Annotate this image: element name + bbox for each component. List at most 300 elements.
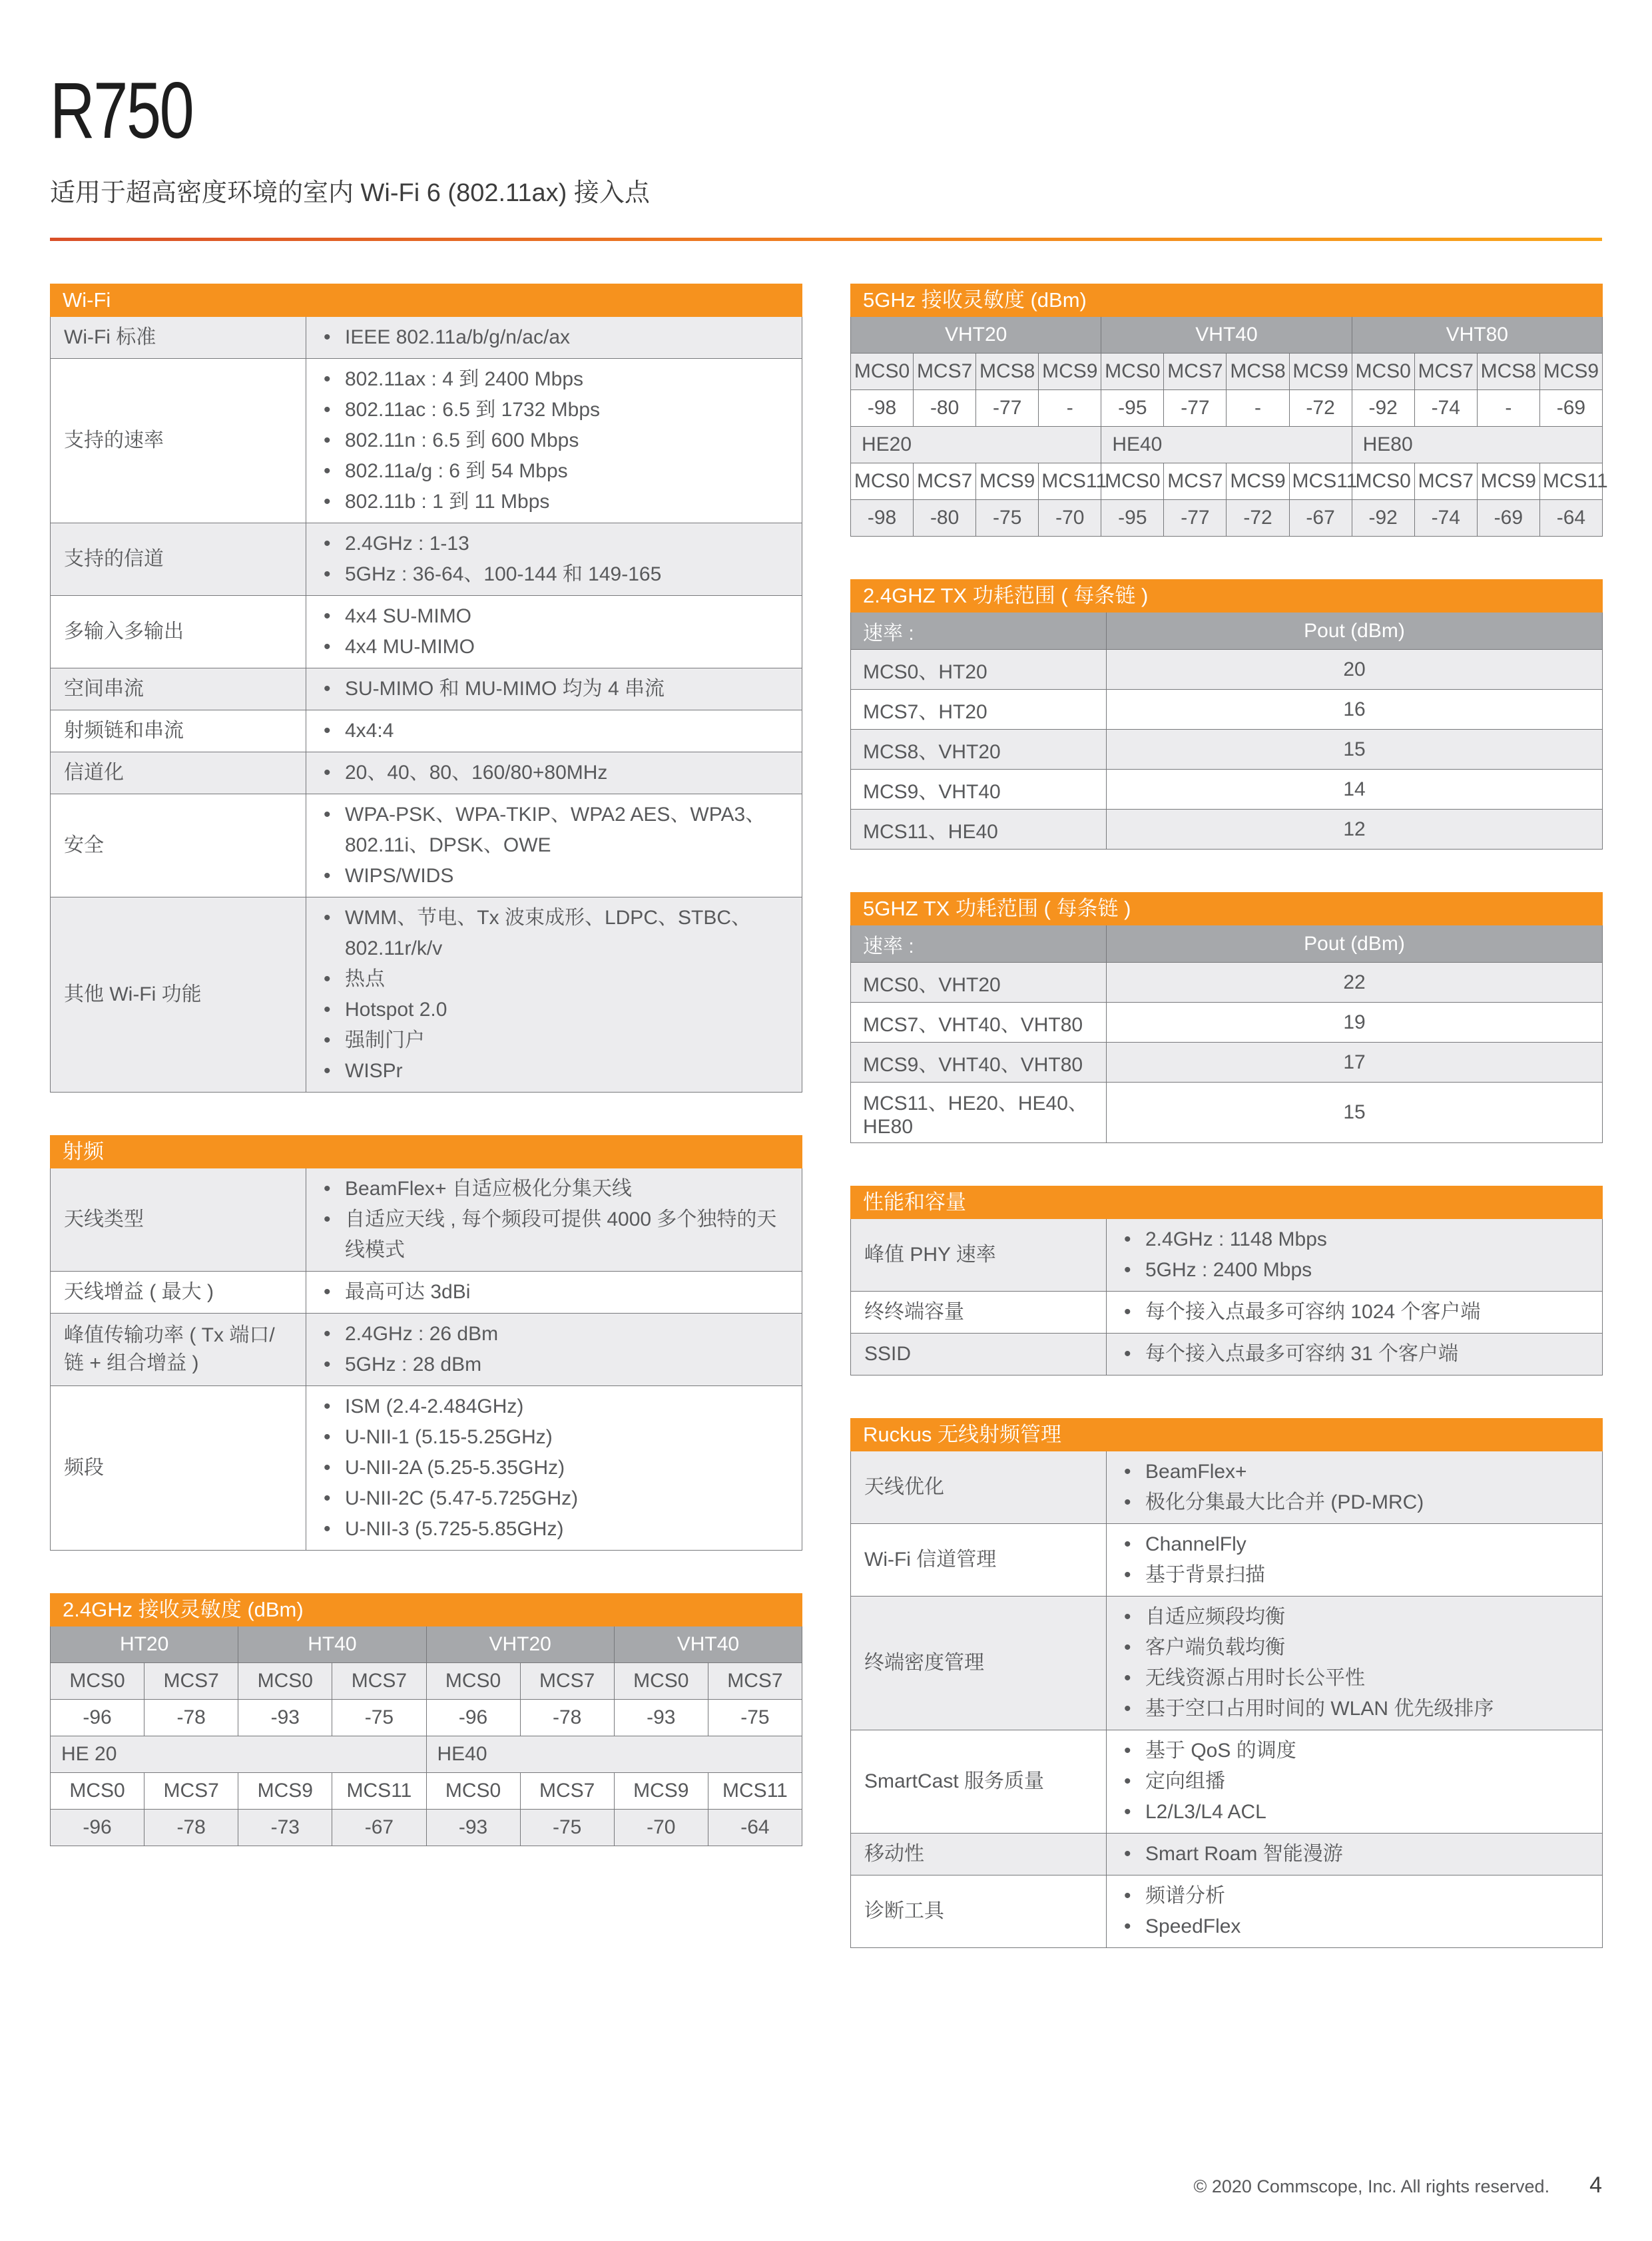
mcs-cell: MCS0 [1101, 354, 1164, 390]
row-label: 支持的信道 [51, 523, 306, 596]
value-cell: -70 [614, 1810, 708, 1846]
bullet-item: • IEEE 802.11a/b/g/n/ac/ax [316, 322, 792, 353]
value-cell: -67 [1289, 500, 1352, 537]
table-row [851, 1875, 1603, 1948]
bullet-list [1107, 1834, 1602, 1875]
table-row [851, 1083, 1603, 1143]
pout-label: Pout (dBm) [1107, 925, 1603, 963]
table-row [851, 963, 1603, 1003]
table-header: Ruckus 无线射频管理 [851, 1419, 1603, 1451]
he-group-cell: HE20 [851, 427, 1101, 463]
bullet-list [306, 317, 802, 358]
bullet-item: • 最高可达 3dBi [316, 1277, 792, 1308]
rate-cell: MCS0、VHT20 [851, 963, 1107, 1003]
mcs-cell: MCS7 [144, 1773, 238, 1810]
bullet-list [306, 668, 802, 710]
performance-capacity-table [850, 1186, 1603, 1375]
mcs-cell: MCS7 [1164, 354, 1227, 390]
rate-cell: MCS9、VHT40、VHT80 [851, 1043, 1107, 1083]
row-content [306, 1168, 802, 1272]
table-row [851, 770, 1603, 810]
mcs-cell: MCS7 [914, 354, 976, 390]
radio-table-body [51, 1168, 802, 1551]
tx-power-5ghz-table [850, 892, 1603, 1143]
row-content [306, 710, 802, 752]
bullet-list [306, 1168, 802, 1271]
row-label: 终终端容量 [851, 1292, 1107, 1334]
page-footer [1193, 2172, 1602, 2198]
he-group-cell: HE80 [1352, 427, 1602, 463]
rate-cell: MCS0、HT20 [851, 650, 1107, 690]
mcs-cell: MCS9 [238, 1773, 332, 1810]
bullet-item: • 4x4 MU-MIMO [316, 632, 792, 662]
rx-sensitivity-5ghz-table [850, 284, 1608, 537]
pout-cell: 17 [1107, 1043, 1603, 1083]
table-row [851, 1730, 1603, 1834]
bullet-item: • U-NII-3 (5.725-5.85GHz) [316, 1514, 792, 1545]
bullet-item: • 2.4GHz : 26 dBm [316, 1319, 792, 1350]
bullet-item: • 基于空口占用时间的 WLAN 优先级排序 [1116, 1694, 1593, 1724]
bullet-item: • Hotspot 2.0 [316, 995, 792, 1025]
row-content [1107, 1292, 1603, 1334]
table-row [851, 1219, 1603, 1292]
bullet-item: • 定向组播 [1116, 1766, 1593, 1797]
bullet-item: • 20、40、80、160/80+80MHz [316, 758, 792, 788]
table-row [851, 1597, 1603, 1730]
bullet-item: • L2/L3/L4 ACL [1116, 1797, 1593, 1828]
mcs-header-row [851, 463, 1603, 500]
left-column [50, 284, 802, 1846]
table-header: 5GHz 接收灵敏度 (dBm) [851, 284, 1603, 317]
bullet-item: • 802.11a/g : 6 到 54 Mbps [316, 456, 792, 487]
bandwidth-group-cell: HT40 [238, 1626, 426, 1663]
sub-header-row [851, 925, 1603, 963]
table-row [51, 794, 802, 897]
value-cell: -74 [1414, 390, 1477, 427]
table-row [51, 523, 802, 596]
page-subtitle: 适用于超高密度环境的室内 Wi-Fi 6 (802.11ax) 接入点 [50, 179, 650, 207]
bullet-item: • U-NII-2A (5.25-5.35GHz) [316, 1453, 792, 1483]
bullet-list [1107, 1219, 1602, 1291]
row-content [1107, 1597, 1603, 1730]
table-row [51, 710, 802, 752]
mcs-header-row [51, 1663, 802, 1700]
bullet-list [306, 710, 802, 752]
bullet-list [1107, 1524, 1602, 1596]
bullet-item: • BeamFlex+ 自适应极化分集天线 [316, 1174, 792, 1204]
row-content [1107, 1524, 1603, 1597]
row-content [306, 1386, 802, 1551]
mcs-cell: MCS9 [1289, 354, 1352, 390]
he-group-cell: HE40 [426, 1736, 802, 1773]
page-number: 4 [1589, 2172, 1602, 2198]
value-cell: -67 [332, 1810, 426, 1846]
bullet-item: • 2.4GHz : 1148 Mbps [1116, 1224, 1593, 1255]
value-cell: -77 [1164, 500, 1227, 537]
row-label: 峰值传输功率 ( Tx 端口/链 + 组合增益 ) [51, 1314, 306, 1386]
row-label: 天线类型 [51, 1168, 306, 1272]
row-content [306, 752, 802, 794]
mcs-cell: MCS9 [1477, 463, 1539, 500]
bullet-item: • 无线资源占用时长公平性 [1116, 1663, 1593, 1694]
value-cell: -92 [1352, 500, 1414, 537]
bullet-item: • WPA-PSK、WPA-TKIP、WPA2 AES、WPA3、802.11i、DPSK、OWE [316, 800, 792, 861]
bullet-list [306, 752, 802, 794]
table-row [51, 668, 802, 710]
bandwidth-group-cell: VHT20 [851, 317, 1101, 354]
bandwidth-group-cell: VHT40 [1101, 317, 1352, 354]
pout-cell: 15 [1107, 1083, 1603, 1143]
bullet-list [1107, 1292, 1602, 1333]
bullet-item: • 自适应天线 , 每个频段可提供 4000 多个独特的天线模式 [316, 1204, 792, 1266]
bullet-item: • 极化分集最大比合并 (PD-MRC) [1116, 1487, 1593, 1518]
value-cell: -72 [1227, 500, 1289, 537]
value-cell: -80 [914, 390, 976, 427]
row-label: 支持的速率 [51, 359, 306, 523]
bullet-item: • SU-MIMO 和 MU-MIMO 均为 4 串流 [316, 674, 792, 704]
mcs-cell: MCS8 [1477, 354, 1539, 390]
value-cell: -75 [332, 1700, 426, 1736]
rate-cell: MCS7、HT20 [851, 690, 1107, 730]
bullet-list [306, 897, 802, 1092]
accent-divider [50, 238, 1602, 241]
bullet-item: • SpeedFlex [1116, 1911, 1593, 1942]
rate-cell: MCS8、VHT20 [851, 730, 1107, 770]
value-cell: -69 [1539, 390, 1602, 427]
mcs-cell: MCS7 [914, 463, 976, 500]
bullet-list [1107, 1875, 1602, 1947]
bullet-list [306, 1272, 802, 1313]
mcs-cell: MCS0 [51, 1773, 144, 1810]
bullet-item: • 5GHz : 2400 Mbps [1116, 1255, 1593, 1286]
sub-header-row [851, 613, 1603, 650]
row-content [1107, 1834, 1603, 1875]
row-content [306, 794, 802, 897]
value-cell: -96 [426, 1700, 520, 1736]
mcs-cell: MCS7 [520, 1773, 614, 1810]
bullet-item: • 每个接入点最多可容纳 31 个客户端 [1116, 1339, 1593, 1370]
wifi-table [50, 284, 802, 1093]
pout-cell: 12 [1107, 810, 1603, 850]
row-content [1107, 1219, 1603, 1292]
table-header: 2.4GHZ TX 功耗范围 ( 每条链 ) [851, 580, 1603, 613]
mcs-cell: MCS11 [708, 1773, 802, 1810]
mcs-cell: MCS9 [614, 1773, 708, 1810]
bullet-item: • 4x4:4 [316, 716, 792, 746]
row-label: 终端密度管理 [851, 1597, 1107, 1730]
table-row [51, 1314, 802, 1386]
bullet-item: • WIPS/WIDS [316, 861, 792, 891]
mcs-cell: MCS7 [520, 1663, 614, 1700]
table-header: 射频 [51, 1136, 802, 1168]
rate-label: 速率 : [851, 613, 1107, 650]
pout-cell: 14 [1107, 770, 1603, 810]
row-content [306, 897, 802, 1093]
mcs-cell: MCS0 [851, 354, 914, 390]
bullet-item: • WMM、节电、Tx 波束成形、LDPC、STBC、802.11r/k/v [316, 903, 792, 964]
mcs-cell: MCS0 [1352, 463, 1414, 500]
table-row [851, 1292, 1603, 1334]
value-cell: -64 [708, 1810, 802, 1846]
rate-cell: MCS9、VHT40 [851, 770, 1107, 810]
mcs-cell: MCS7 [1414, 463, 1477, 500]
mcs-cell: MCS11 [1539, 463, 1602, 500]
row-label: 空间串流 [51, 668, 306, 710]
table-row [51, 897, 802, 1093]
bullet-item: • 2.4GHz : 1-13 [316, 529, 792, 559]
bullet-item: • 强制门户 [316, 1025, 792, 1056]
table-row [851, 690, 1603, 730]
table-row [851, 1834, 1603, 1875]
row-label: SSID [851, 1334, 1107, 1375]
value-cell: -78 [144, 1700, 238, 1736]
bullet-list [1107, 1730, 1602, 1833]
value-cell: -80 [914, 500, 976, 537]
table-row [51, 596, 802, 668]
value-cell: - [1227, 390, 1289, 427]
mcs-cell: MCS0 [426, 1663, 520, 1700]
page-title: R750 [50, 66, 193, 155]
table-row [851, 1043, 1603, 1083]
bullet-item: • WISPr [316, 1056, 792, 1087]
row-content [306, 359, 802, 523]
value-cell: -93 [238, 1700, 332, 1736]
mcs-cell: MCS0 [1352, 354, 1414, 390]
rate-cell: MCS11、HE40 [851, 810, 1107, 850]
table-row [51, 359, 802, 523]
mcs-cell: MCS7 [144, 1663, 238, 1700]
value-cell: -75 [976, 500, 1039, 537]
mcs-cell: MCS0 [51, 1663, 144, 1700]
value-cell: -96 [51, 1700, 144, 1736]
row-content [1107, 1730, 1603, 1834]
bullet-item: • ChannelFly [1116, 1529, 1593, 1560]
right-column [850, 284, 1608, 1948]
bandwidth-group-cell: HT20 [51, 1626, 238, 1663]
sensitivity-value-row [851, 500, 1603, 537]
row-content [306, 317, 802, 359]
pout-cell: 22 [1107, 963, 1603, 1003]
table-row [851, 1003, 1603, 1043]
pout-cell: 19 [1107, 1003, 1603, 1043]
value-cell: -69 [1477, 500, 1539, 537]
pout-cell: 20 [1107, 650, 1603, 690]
value-cell: -75 [708, 1700, 802, 1736]
mcs-cell: MCS9 [1227, 463, 1289, 500]
value-cell: -92 [1352, 390, 1414, 427]
he-group-row [851, 427, 1603, 463]
table-header: 5GHZ TX 功耗范围 ( 每条链 ) [851, 893, 1603, 925]
row-label: 信道化 [51, 752, 306, 794]
bullet-item: • 基于背景扫描 [1116, 1560, 1593, 1591]
row-label: SmartCast 服务质量 [851, 1730, 1107, 1834]
table-row [51, 1386, 802, 1551]
table-row [851, 650, 1603, 690]
bullet-item: • Smart Roam 智能漫游 [1116, 1839, 1593, 1869]
bullet-item: • U-NII-2C (5.47-5.725GHz) [316, 1483, 792, 1514]
table-row [851, 1524, 1603, 1597]
mcs-cell: MCS9 [1539, 354, 1602, 390]
mcs-cell: MCS8 [976, 354, 1039, 390]
value-cell: -78 [520, 1700, 614, 1736]
wifi-table-body [51, 317, 802, 1093]
value-cell: -98 [851, 500, 914, 537]
he-group-cell: HE 20 [51, 1736, 427, 1773]
value-cell: -72 [1289, 390, 1352, 427]
mcs-cell: MCS0 [1101, 463, 1164, 500]
bandwidth-group-cell: VHT80 [1352, 317, 1602, 354]
bullet-item: • 802.11ac : 6.5 到 1732 Mbps [316, 395, 792, 425]
value-cell: -96 [51, 1810, 144, 1846]
bullet-item: • 4x4 SU-MIMO [316, 601, 792, 632]
rate-cell: MCS11、HE20、HE40、HE80 [851, 1083, 1107, 1143]
table-header: 性能和容量 [851, 1186, 1603, 1219]
value-cell: -93 [426, 1810, 520, 1846]
value-cell: -77 [1164, 390, 1227, 427]
mcs-cell: MCS7 [332, 1663, 426, 1700]
table-row [851, 1451, 1603, 1524]
pout-label: Pout (dBm) [1107, 613, 1603, 650]
value-cell: -77 [976, 390, 1039, 427]
bullet-item: • ISM (2.4-2.484GHz) [316, 1391, 792, 1422]
radio-table [50, 1135, 802, 1551]
value-cell: -74 [1414, 500, 1477, 537]
pout-cell: 15 [1107, 730, 1603, 770]
bullet-item: • U-NII-1 (5.15-5.25GHz) [316, 1422, 792, 1453]
mcs-cell: MCS7 [708, 1663, 802, 1700]
bullet-list [306, 596, 802, 668]
row-label: 天线优化 [851, 1451, 1107, 1524]
table-row [51, 1168, 802, 1272]
mcs-cell: MCS11 [332, 1773, 426, 1810]
mcs-cell: MCS9 [1039, 354, 1101, 390]
mcs-cell: MCS9 [976, 463, 1039, 500]
value-cell: -73 [238, 1810, 332, 1846]
mcs-cell: MCS11 [1289, 463, 1352, 500]
tx5-table-body [851, 963, 1603, 1143]
row-label: 安全 [51, 794, 306, 897]
bullet-list [306, 1386, 802, 1550]
bullet-list [306, 523, 802, 595]
bandwidth-group-cell: VHT40 [614, 1626, 802, 1663]
bullet-list [1107, 1597, 1602, 1730]
row-label: Wi-Fi 标准 [51, 317, 306, 359]
value-cell: -95 [1101, 390, 1164, 427]
table-header: Wi-Fi [51, 284, 802, 317]
bullet-list [306, 794, 802, 897]
rate-cell: MCS7、VHT40、VHT80 [851, 1003, 1107, 1043]
tx24-table-body [851, 650, 1603, 850]
rate-label: 速率 : [851, 925, 1107, 963]
row-label: 诊断工具 [851, 1875, 1107, 1948]
bullet-item: • 802.11b : 1 到 11 Mbps [316, 487, 792, 517]
bullet-item: • 热点 [316, 964, 792, 995]
table-row [51, 1272, 802, 1314]
table-row [851, 1334, 1603, 1375]
mcs-cell: MCS0 [851, 463, 914, 500]
row-content [1107, 1875, 1603, 1948]
table-row [51, 317, 802, 359]
rrm-table-body [851, 1451, 1603, 1948]
table-row [851, 810, 1603, 850]
content-columns [50, 284, 1608, 1948]
table-row [51, 752, 802, 794]
ruckus-rrm-table [850, 1418, 1603, 1948]
bullet-item: • 802.11ax : 4 到 2400 Mbps [316, 364, 792, 395]
row-content [1107, 1334, 1603, 1375]
value-cell: -78 [144, 1810, 238, 1846]
row-label: 峰值 PHY 速率 [851, 1219, 1107, 1292]
value-cell: -70 [1039, 500, 1101, 537]
bullet-item: • 频谱分析 [1116, 1881, 1593, 1911]
bullet-item: • BeamFlex+ [1116, 1457, 1593, 1487]
bullet-item: • 客户端负载均衡 [1116, 1632, 1593, 1663]
bullet-item: • 自适应频段均衡 [1116, 1602, 1593, 1632]
bullet-list [1107, 1334, 1602, 1375]
row-content [306, 1314, 802, 1386]
bullet-item: • 5GHz : 28 dBm [316, 1350, 792, 1380]
mcs-header-row [851, 354, 1603, 390]
he-group-cell: HE40 [1101, 427, 1352, 463]
sensitivity-value-row [851, 390, 1603, 427]
bandwidth-group-row [851, 317, 1603, 354]
row-content [1107, 1451, 1603, 1524]
sensitivity-value-row [51, 1700, 802, 1736]
mcs-cell: MCS0 [614, 1663, 708, 1700]
copyright-text: © 2020 Commscope, Inc. All rights reserved. [1193, 2176, 1550, 2196]
value-cell: -95 [1101, 500, 1164, 537]
bullet-list [306, 1314, 802, 1385]
bullet-list [1107, 1451, 1602, 1523]
mcs-cell: MCS11 [1039, 463, 1101, 500]
mcs-cell: MCS8 [1227, 354, 1289, 390]
bandwidth-group-cell: VHT20 [426, 1626, 614, 1663]
row-label: 移动性 [851, 1834, 1107, 1875]
row-label: 多输入多输出 [51, 596, 306, 668]
pout-cell: 16 [1107, 690, 1603, 730]
row-content [306, 668, 802, 710]
value-cell: -93 [614, 1700, 708, 1736]
row-label: 其他 Wi-Fi 功能 [51, 897, 306, 1093]
value-cell: - [1477, 390, 1539, 427]
row-content [306, 1272, 802, 1314]
rx-sensitivity-24ghz-table [50, 1593, 802, 1846]
value-cell: -64 [1539, 500, 1602, 537]
value-cell: -98 [851, 390, 914, 427]
table-header: 2.4GHz 接收灵敏度 (dBm) [51, 1594, 802, 1626]
table-row [851, 730, 1603, 770]
row-label: 频段 [51, 1386, 306, 1551]
mcs-cell: MCS0 [238, 1663, 332, 1700]
bullet-list [306, 359, 802, 523]
mcs-cell: MCS7 [1414, 354, 1477, 390]
bullet-item: • 802.11n : 6.5 到 600 Mbps [316, 425, 792, 456]
row-label: 天线增益 ( 最大 ) [51, 1272, 306, 1314]
he-group-row [51, 1736, 802, 1773]
bullet-item: • 每个接入点最多可容纳 1024 个客户端 [1116, 1297, 1593, 1328]
value-cell: - [1039, 390, 1101, 427]
row-content [306, 596, 802, 668]
mcs-header-row [51, 1773, 802, 1810]
row-label: 射频链和串流 [51, 710, 306, 752]
row-content [306, 523, 802, 596]
bandwidth-group-row [51, 1626, 802, 1663]
bullet-item: • 基于 QoS 的调度 [1116, 1736, 1593, 1766]
bullet-item: • 5GHz : 36-64、100-144 和 149-165 [316, 559, 792, 590]
tx-power-24ghz-table [850, 579, 1603, 850]
value-cell: -75 [520, 1810, 614, 1846]
perf-table-body [851, 1219, 1603, 1375]
